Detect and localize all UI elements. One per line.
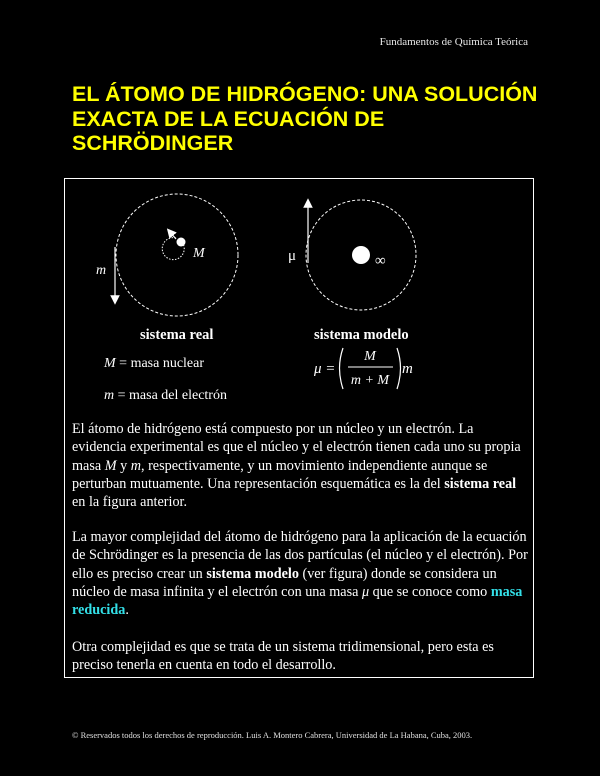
electron-mass-label: m <box>96 263 107 278</box>
electron-orbit-real <box>116 194 238 316</box>
formula-numerator: M <box>364 349 376 364</box>
reduced-mass-highlight: masa reducida <box>72 583 523 619</box>
book-title: Fundamentos de Química Teórica <box>379 36 528 48</box>
nuclear-mass-def <box>103 356 204 371</box>
page-title: EL ÁTOMO DE HIDRÓGENO: UNA SOLUCIÓN EXACTA DE LA ECUACIÓN DE SCHRÖDINGER <box>72 82 538 155</box>
formula-lhs: μ = <box>314 361 336 377</box>
right-paren <box>397 348 401 389</box>
p1-M: M <box>104 457 117 474</box>
model-system-label: sistema modelo <box>314 327 409 343</box>
real-system-label: sistema real <box>140 327 214 343</box>
def2-symbol: m <box>104 388 115 403</box>
reduced-mass-label: μ <box>288 248 297 264</box>
p2-text-2: (ver figura) donde se considera un núcleo de masa infinita y el electrón con una masa <box>72 565 497 600</box>
nucleus-dot-real <box>177 238 186 247</box>
nucleus-label-real: M <box>193 246 205 261</box>
copyright-footer: © Reservados todos los derechos de reproducción. Luis A. Montero Cabrera, Universidad de La Habana, Cuba, 2003. <box>72 730 473 740</box>
paragraph-3: Otra complejidad es que se trata de un sistema tridimensional, pero esta es preciso tenerla en cuenta en todo el desarrollo. <box>72 639 494 674</box>
p2-mu: μ <box>361 583 370 600</box>
p2-text-3: que se conoce como <box>369 583 491 600</box>
infinity-symbol: ∞ <box>375 253 386 269</box>
paragraph-1 <box>72 420 528 511</box>
formula-denominator: m + M <box>350 373 390 388</box>
p1-bold-real-system: sistema real <box>444 475 517 492</box>
def2-text: = masa del electrón <box>114 388 227 403</box>
def1-symbol: M <box>104 356 116 371</box>
p1-text-1: El átomo de hidrógeno está compuesto por un núcleo y un electrón. La evidencia experimental es que el núcleo y el electrón tienen cada uno su propia masa <box>72 421 521 474</box>
reduced-mass-formula <box>313 348 413 389</box>
electron-mass-def <box>104 388 227 403</box>
def1-text: = masa nuclear <box>115 356 205 371</box>
p1-text-2: y <box>116 457 131 474</box>
p1-text-4: en la figura anterior. <box>72 494 188 511</box>
formula-factor: m <box>402 361 413 377</box>
p2-text-1: La mayor complejidad del átomo de hidrógeno para la aplicación de la ecuación de Schrödinger es la presencia de las dos partículas (el núcleo y el electrón). Por ello es preciso crear un <box>72 529 528 582</box>
paragraph-2 <box>72 528 528 619</box>
p2-text-4: . <box>125 602 129 619</box>
p1-text-3: , respectivamente, y un movimiento independiente aunque se perturban mutuamente. Una representación esquemática es la del <box>72 457 488 492</box>
left-paren <box>340 348 344 389</box>
nucleus-dot-model <box>352 246 370 264</box>
p1-m: m <box>130 457 141 474</box>
p2-bold-model-system: sistema modelo <box>206 565 299 582</box>
